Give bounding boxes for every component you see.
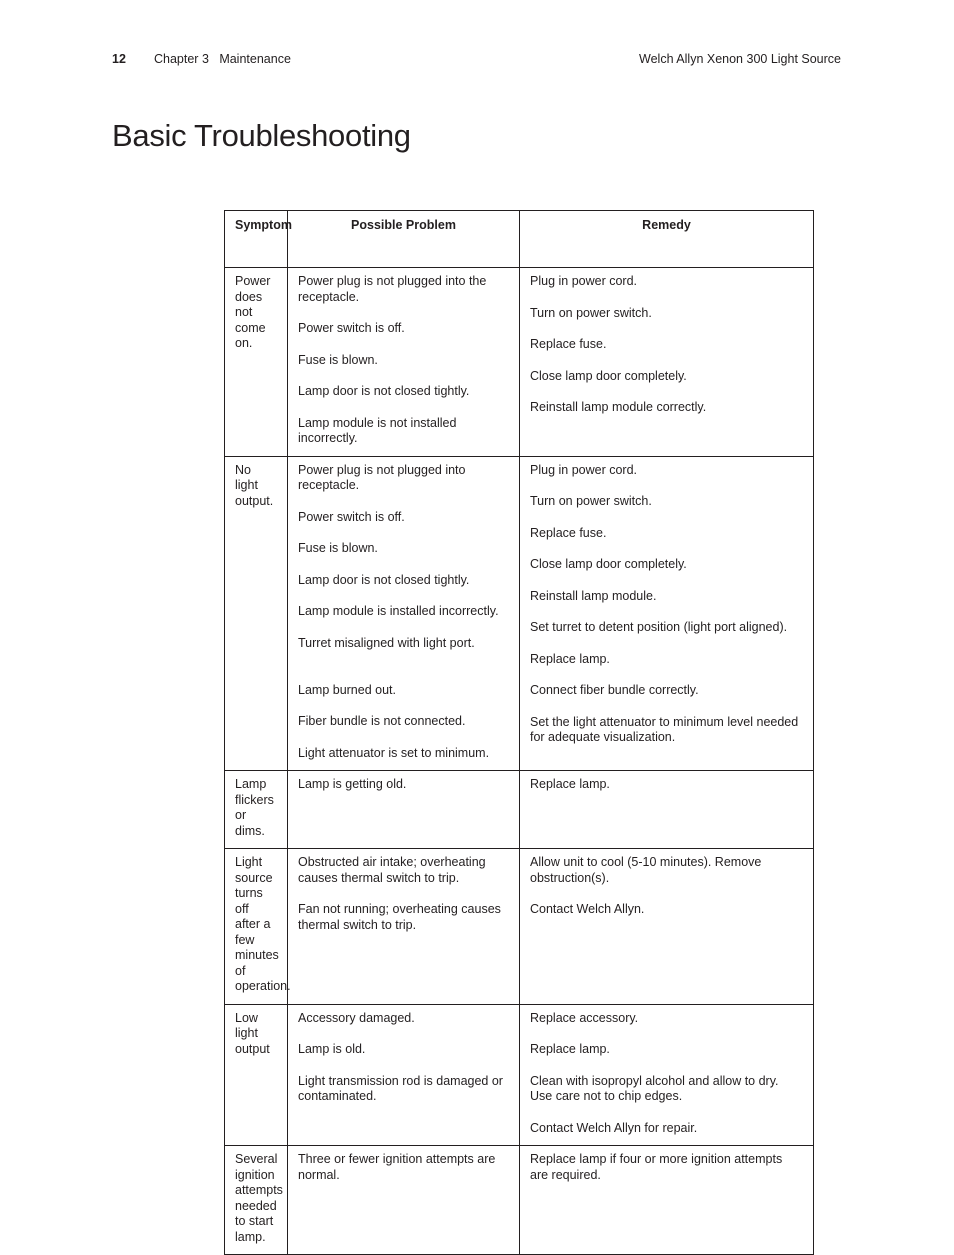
column-header-remedy: Remedy [520, 211, 814, 268]
remedy-item: Contact Welch Allyn for repair. [530, 1120, 698, 1135]
remedy-cell [520, 268, 814, 457]
problem-cell [288, 268, 520, 457]
table-header-row [225, 211, 814, 268]
table-row [225, 849, 814, 1005]
problem-item: Fan not running; overheating causes thermal switch to trip. [298, 902, 501, 932]
remedy-item: Connect fiber bundle correctly. [530, 683, 699, 697]
problem-item: Power plug is not plugged into the receptacle. [298, 274, 487, 304]
remedy-item: Plug in power cord. [530, 274, 638, 288]
problem-item: Fuse is blown. [298, 352, 378, 367]
remedy-item: Clean with isopropyl alcohol and allow to dry. Use care not to chip edges. [530, 1073, 779, 1103]
remedy-item: Reinstall lamp module correctly. [530, 400, 707, 414]
problem-item: Power switch is off. [298, 321, 405, 335]
page-title: Basic Troubleshooting [112, 118, 411, 153]
remedy-item: Replace accessory. [530, 1010, 639, 1025]
remedy-item: Plug in power cord. [530, 462, 638, 477]
problem-item: Lamp burned out. [298, 682, 396, 697]
column-header-possible-problem: Possible Problem [288, 211, 520, 268]
remedy-item: Set the light attenuator to minimum level needed for adequate visualization. [530, 714, 799, 744]
problem-item: Lamp is getting old. [298, 777, 407, 791]
problem-item: Fiber bundle is not connected. [298, 714, 466, 728]
problem-item: Fuse is blown. [298, 541, 378, 555]
problem-cell [288, 849, 520, 1005]
problem-item: Power plug is not plugged into receptacle. [298, 462, 466, 492]
remedy-item: Replace lamp. [530, 1042, 610, 1056]
table-row [225, 771, 814, 849]
symptom-cell: Several ignition attempts needed to start lamp. [225, 1146, 288, 1255]
remedy-item: Replace lamp if four or more ignition attempts are required. [530, 1152, 783, 1182]
remedy-item: Turn on power switch. [530, 305, 652, 320]
problem-item: Lamp door is not closed tightly. [298, 384, 470, 398]
problem-cell [288, 456, 520, 771]
remedy-item: Contact Welch Allyn. [530, 902, 645, 916]
table-row [225, 1146, 814, 1255]
page-number: 12 [112, 52, 126, 66]
symptom-cell: Power does not come on. [225, 268, 288, 457]
problem-item: Lamp is old. [298, 1042, 366, 1056]
remedy-item: Replace lamp. [530, 777, 610, 791]
problem-item: Lamp module is installed incorrectly. [298, 604, 499, 618]
problem-item: Accessory damaged. [298, 1010, 415, 1025]
problem-item: Three or fewer ignition attempts are normal. [298, 1152, 496, 1182]
remedy-item: Close lamp door completely. [530, 557, 687, 571]
remedy-item: Set turret to detent position (light port aligned). [530, 620, 788, 634]
problem-cell [288, 1146, 520, 1255]
remedy-cell [520, 1146, 814, 1255]
problem-item: Lamp module is not installed incorrectly. [298, 415, 457, 445]
symptom-cell: Low light output [225, 1004, 288, 1146]
remedy-cell [520, 1004, 814, 1146]
symptom-cell: Light source turns off after a few minutes of operation. [225, 849, 288, 1005]
remedy-cell [520, 849, 814, 1005]
problem-item: Obstructed air intake; overheating causes thermal switch to trip. [298, 855, 486, 885]
table-row [225, 1004, 814, 1146]
symptom-cell: Lamp flickers or dims. [225, 771, 288, 849]
remedy-cell [520, 456, 814, 771]
remedy-cell [520, 771, 814, 849]
remedy-item: Close lamp door completely. [530, 368, 687, 383]
remedy-item: Turn on power switch. [530, 494, 652, 508]
remedy-item: Replace fuse. [530, 337, 607, 351]
remedy-item: Replace fuse. [530, 525, 607, 540]
column-header-symptom: Symptom [225, 211, 288, 268]
table-row [225, 268, 814, 457]
symptom-cell: No light output. [225, 456, 288, 771]
chapter-label: Chapter 3 Maintenance [154, 52, 291, 66]
problem-cell [288, 771, 520, 849]
remedy-item: Replace lamp. [530, 651, 610, 666]
product-name: Welch Allyn Xenon 300 Light Source [639, 52, 841, 66]
problem-cell [288, 1004, 520, 1146]
remedy-item: Reinstall lamp module. [530, 588, 657, 603]
problem-item: Light transmission rod is damaged or contaminated. [298, 1073, 503, 1103]
problem-item: Light attenuator is set to minimum. [298, 745, 490, 760]
problem-item: Lamp door is not closed tightly. [298, 572, 470, 587]
remedy-item: Allow unit to cool (5-10 minutes). Remove obstruction(s). [530, 855, 762, 885]
problem-item: Turret misaligned with light port. [298, 635, 475, 650]
table-row [225, 456, 814, 771]
problem-item: Power switch is off. [298, 509, 405, 524]
troubleshooting-table [224, 210, 814, 1255]
